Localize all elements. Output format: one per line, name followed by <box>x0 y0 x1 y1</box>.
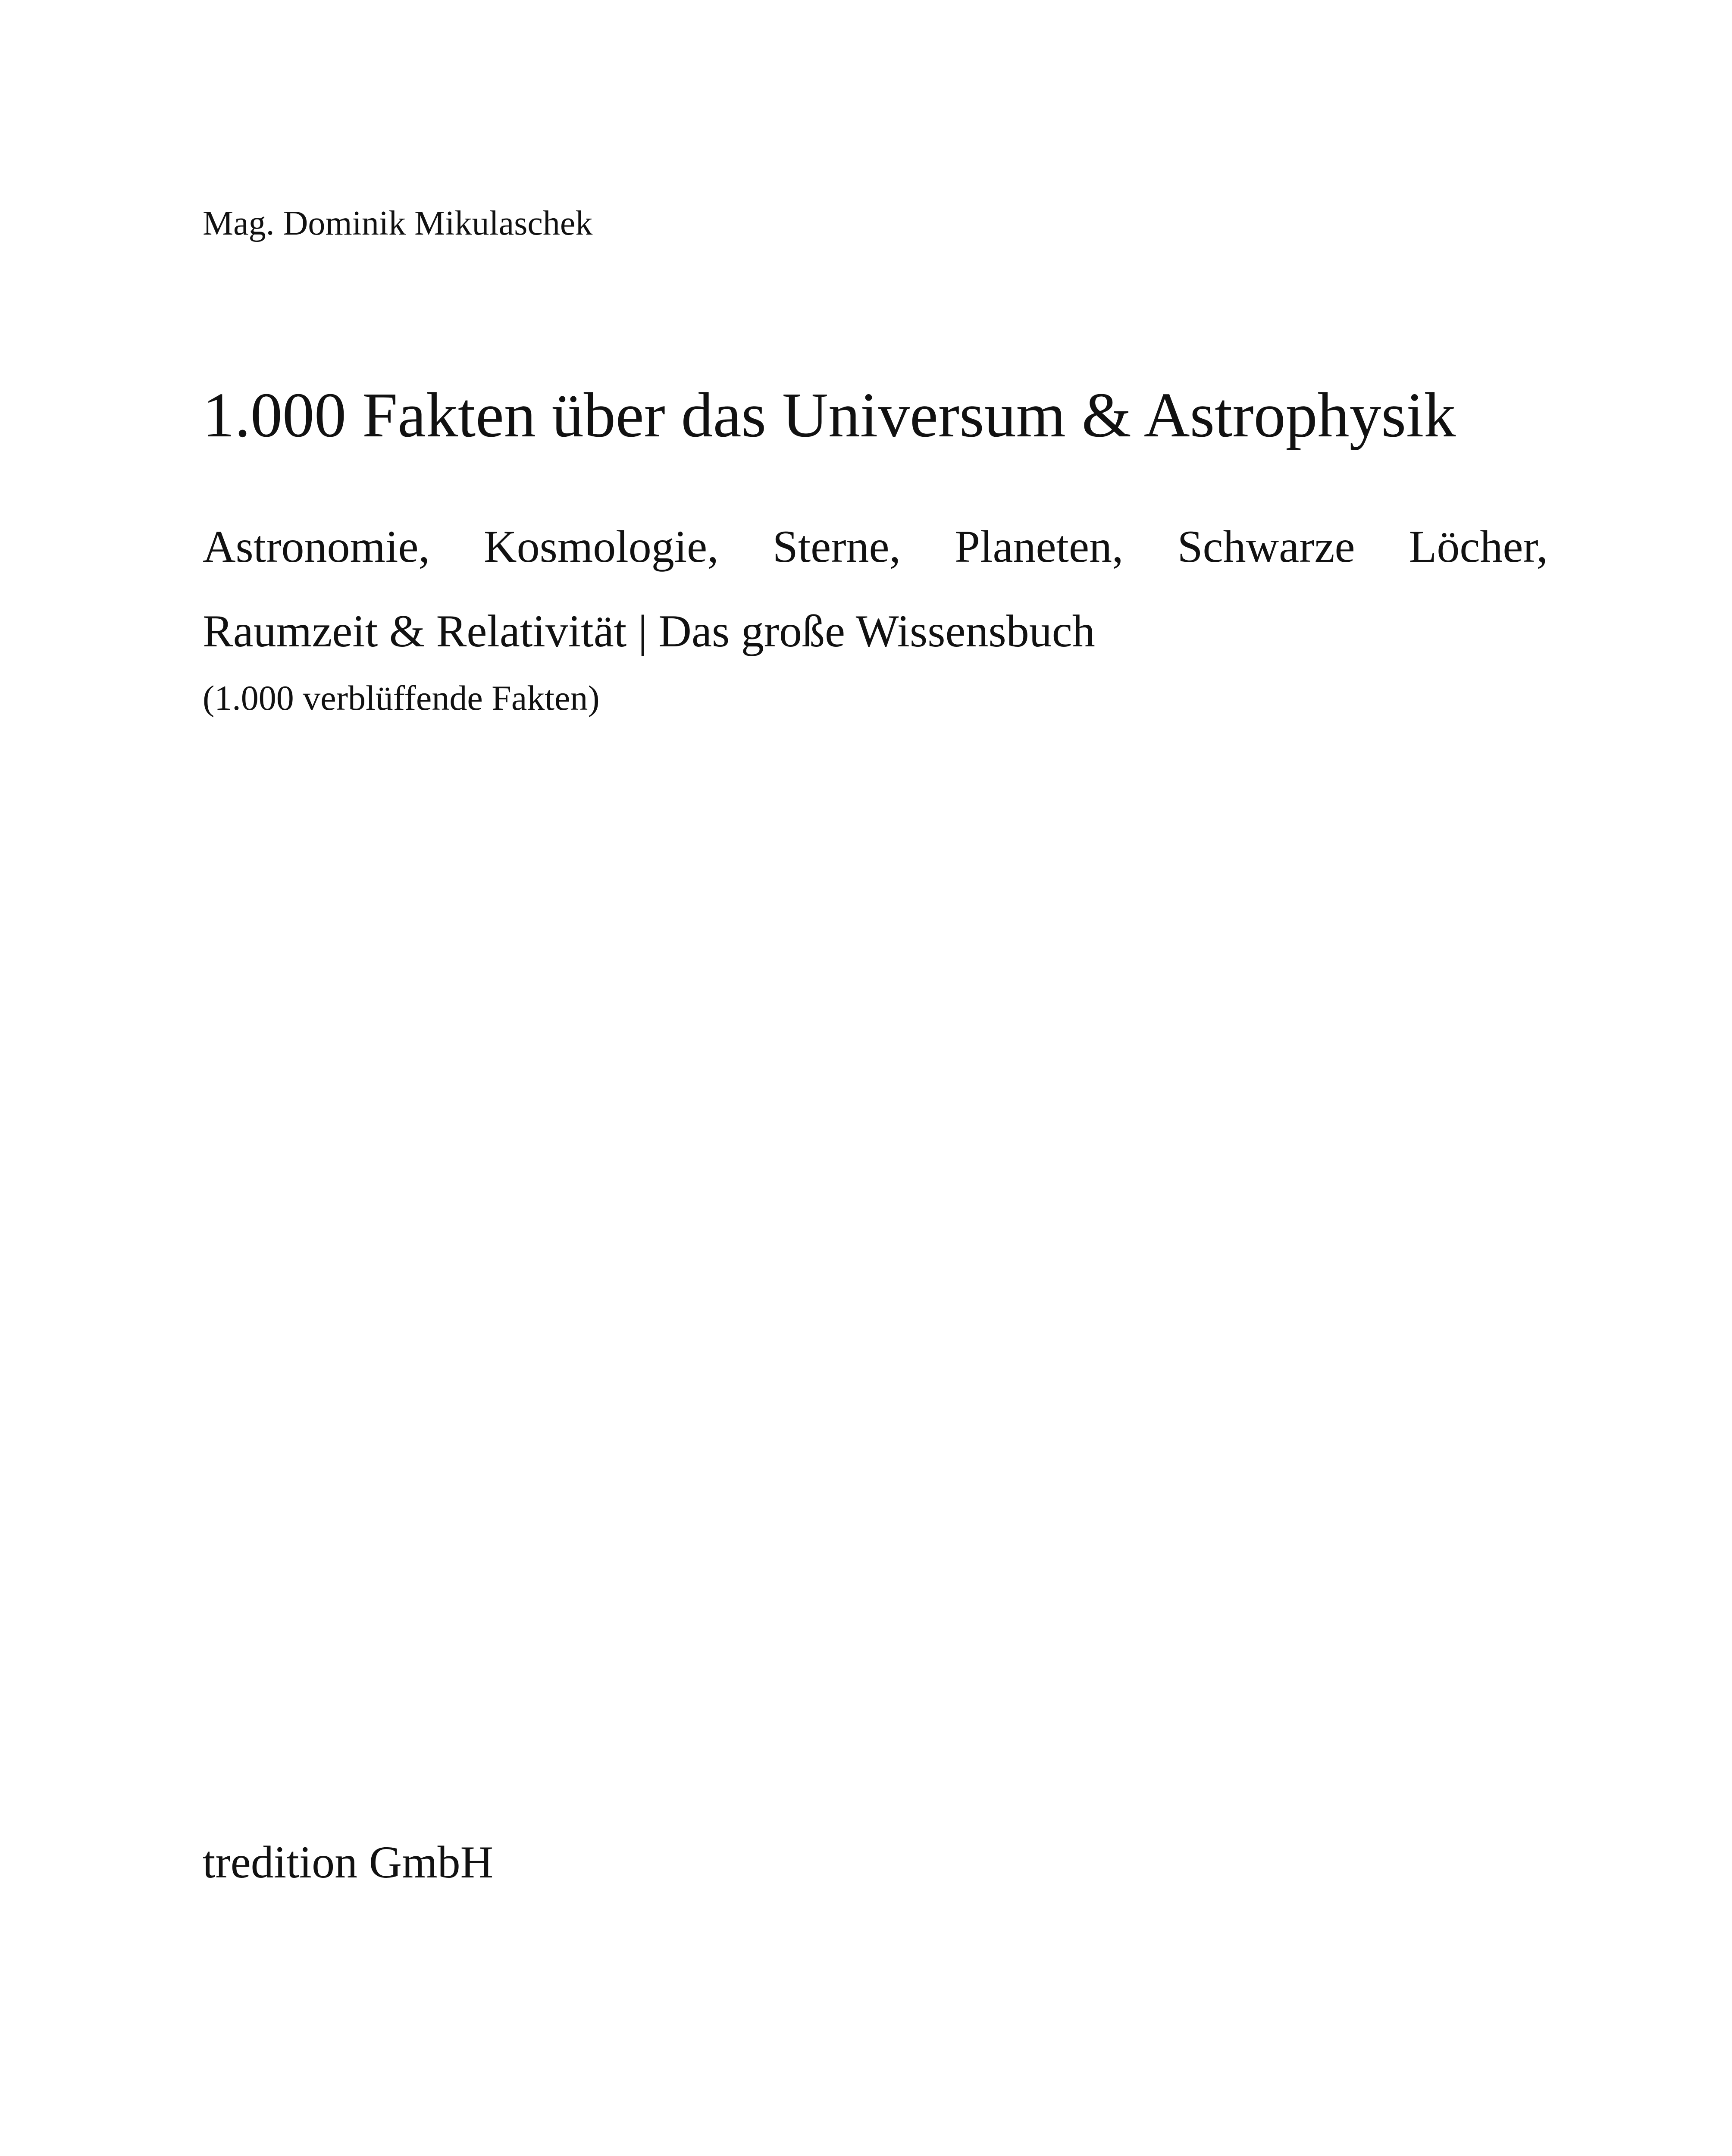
subtitle-line-1: Astronomie, Kosmologie, Sterne, Planeten, Schwarze Löcher, <box>203 521 1548 572</box>
author-name: Mag. Dominik Mikulaschek <box>203 204 593 242</box>
publisher-name: tredition GmbH <box>203 1837 494 1887</box>
book-subtitle <box>203 505 1548 674</box>
book-title: 1.000 Fakten über das Universum & Astrophysik <box>203 380 1456 451</box>
subtitle-line-2: Raumzeit & Relativität | Das große Wissensbuch <box>203 606 1095 656</box>
facts-note: (1.000 verblüffende Fakten) <box>203 678 600 718</box>
